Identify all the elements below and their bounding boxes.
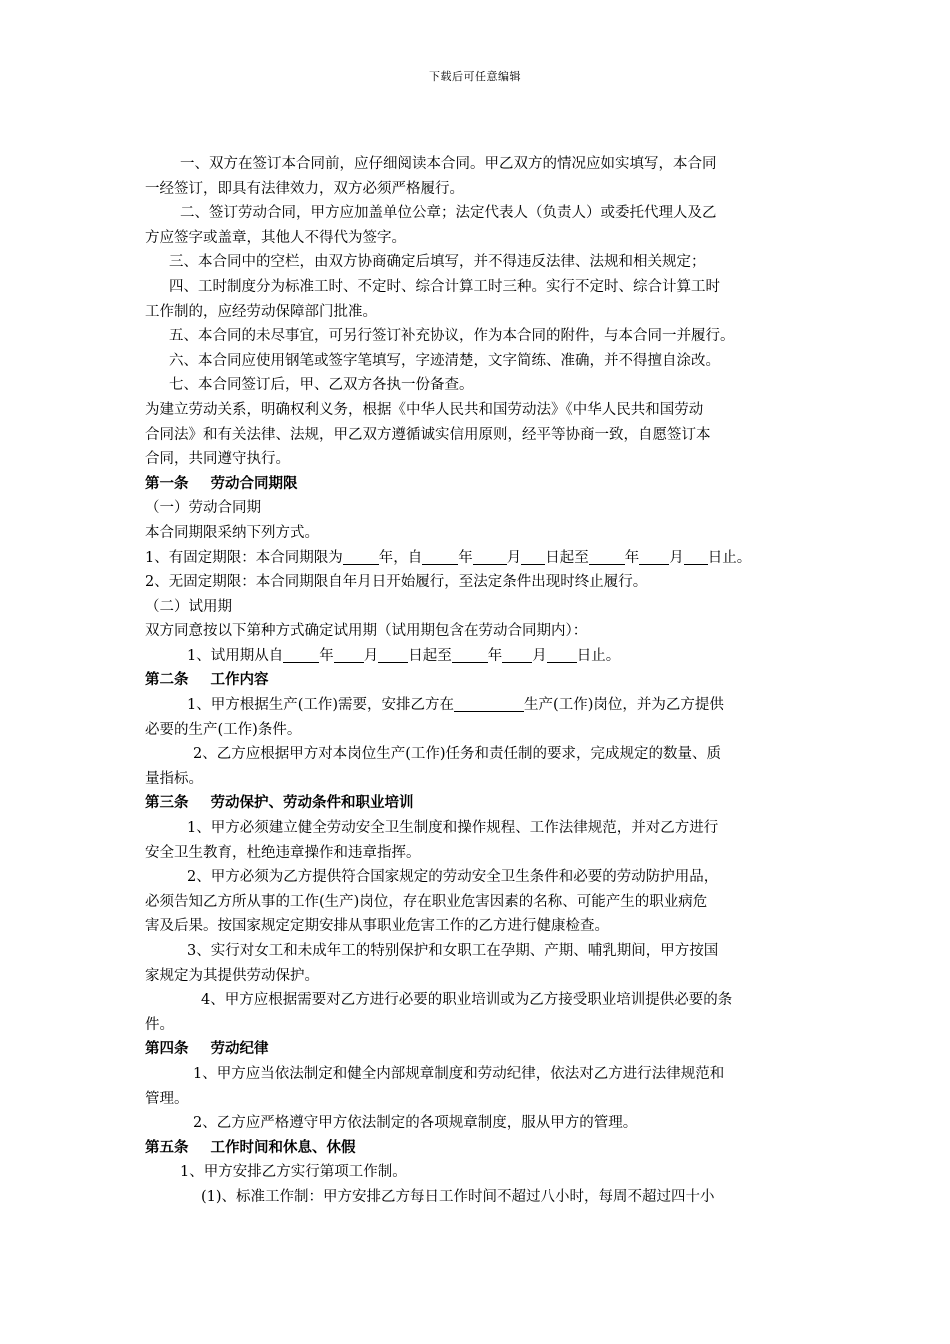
note-1-cont: 一经签订，即具有法律效力，双方必须严格履行。	[145, 180, 464, 197]
article-3-line: 1、甲方必须建立健全劳动安全卫生制度和操作规程、工作法律规范，并对乙方进行	[187, 820, 719, 837]
article-5-line: (1)、标准工作制：甲方安排乙方每日工作时间不超过八小时，每周不超过四十小	[201, 1188, 715, 1205]
blank-field[interactable]	[422, 548, 458, 565]
article-3-line: 2、甲方必须为乙方提供符合国家规定的劳动安全卫生条件和必要的劳动防护用品，	[187, 869, 719, 886]
article-3-line: 4、甲方应根据需要对乙方进行必要的职业培训或为乙方接受职业培训提供必要的条	[201, 992, 733, 1009]
article-4-line: 1、甲方应当依法制定和健全内部规章制度和劳动纪律，依法对乙方进行法律规范和	[193, 1065, 725, 1082]
article-2-heading	[145, 668, 817, 693]
article-5-line: 1、甲方安排乙方实行第项工作制。	[180, 1164, 407, 1181]
subsection-heading: （一）劳动合同期	[145, 500, 261, 517]
blank-field[interactable]	[547, 646, 577, 663]
article-1-line: 双方同意按以下第种方式确定试用期（试用期包含在劳动合同期内）：	[145, 623, 588, 640]
article-2-line: 必要的生产(工作)条件。	[145, 721, 302, 738]
blank-field[interactable]	[452, 646, 488, 663]
article-number: 第四条	[145, 1041, 189, 1058]
blank-field[interactable]	[639, 548, 669, 565]
article-3-line: 害及后果。按国家规定定期安排从事职业危害工作的乙方进行健康检查。	[145, 918, 609, 935]
contract-body	[145, 152, 817, 1210]
blank-field[interactable]	[343, 548, 379, 565]
article-number: 第一条	[145, 475, 189, 492]
note-4-cont: 工作制的，应经劳动保障部门批准。	[145, 303, 377, 320]
article-title: 工作时间和休息、休假	[210, 1139, 356, 1156]
article-3-line: 件。	[145, 1016, 174, 1033]
note-2-cont: 方应签字或盖章，其他人不得代为签字。	[145, 229, 406, 246]
blank-field[interactable]	[378, 646, 408, 663]
article-1-heading	[145, 472, 817, 497]
note-5: 五、本合同的未尽事宜，可另行签订补充协议，作为本合同的附件，与本合同一并履行。	[169, 328, 735, 345]
article-number: 第五条	[145, 1139, 189, 1156]
article-2-line: 量指标。	[145, 770, 203, 787]
article-2-line: 2、乙方应根据甲方对本岗位生产(工作)任务和责任制的要求，完成规定的数量、质	[193, 746, 722, 763]
note-7: 七、本合同签订后，甲、乙双方各执一份备查。	[169, 377, 474, 394]
preamble-line: 为建立劳动关系，明确权利义务，根据《中华人民共和国劳动法》《中华人民共和国劳动	[145, 401, 704, 418]
note-3: 三、本合同中的空栏，由双方协商确定后填写，并不得违反法律、法规和相关规定；	[169, 254, 706, 271]
article-title: 劳动保护、劳动条件和职业培训	[210, 795, 414, 812]
article-3-heading	[145, 791, 817, 816]
blank-field[interactable]	[502, 646, 532, 663]
page-header-note: 下载后可任意编辑	[429, 70, 521, 83]
article-1-line: 本合同期限采纳下列方式。	[145, 524, 319, 541]
preamble-line: 合同法》和有关法律、法规，甲乙双方遵循诚实信用原则，经平等协商一致，自愿签订本	[145, 426, 711, 443]
blank-field[interactable]	[473, 548, 507, 565]
article-title: 劳动纪律	[210, 1041, 269, 1058]
article-3-line: 家规定为其提供劳动保护。	[145, 967, 319, 984]
article-5-heading	[145, 1136, 817, 1161]
article-title: 工作内容	[210, 672, 269, 689]
blank-field[interactable]	[521, 548, 545, 565]
article-title: 劳动合同期限	[210, 475, 298, 492]
blank-field[interactable]	[589, 548, 625, 565]
note-6: 六、本合同应使用钢笔或签字笔填写，字迹清楚，文字简练、准确，并不得擅自涂改。	[169, 352, 720, 369]
article-number: 第三条	[145, 795, 189, 812]
article-3-line: 安全卫生教育，杜绝违章操作和违章指挥。	[145, 844, 421, 861]
note-2: 二、签订劳动合同，甲方应加盖单位公章；法定代表人（负责人）或委托代理人及乙	[180, 205, 717, 222]
fixed-term-line: 1、有固定期限：本合同期限为 年，自 年 月 日起至 年 月 日止。	[145, 549, 752, 566]
blank-field[interactable]	[454, 695, 524, 712]
blank-field[interactable]	[684, 548, 708, 565]
open-term-line: 2、无固定期限：本合同期限自年月日开始履行，至法定条件出现时终止履行。	[145, 574, 648, 591]
article-4-line: 管理。	[145, 1090, 189, 1107]
subsection-heading: （二）试用期	[145, 598, 232, 615]
trial-period-line: 1、试用期从自 年 月 日起至 年 月 日止。	[187, 647, 621, 664]
note-4: 四、工时制度分为标准工时、不定时、综合计算工时三种。实行不定时、综合计算工时	[169, 278, 720, 295]
preamble-line: 合同，共同遵守执行。	[145, 451, 290, 468]
article-3-line: 3、实行对女工和未成年工的特别保护和女职工在孕期、产期、哺乳期间，甲方按国	[187, 943, 719, 959]
article-number: 第二条	[145, 672, 189, 689]
article-2-line: 1、甲方根据生产(工作)需要，安排乙方在 生产(工作)岗位，并为乙方提供	[187, 697, 724, 714]
note-1: 一、双方在签订本合同前，应仔细阅读本合同。甲乙双方的情况应如实填写，本合同	[180, 156, 717, 172]
article-4-heading	[145, 1037, 817, 1062]
blank-field[interactable]	[334, 646, 364, 663]
article-3-line: 必须告知乙方所从事的工作(生产)岗位，存在职业危害因素的名称、可能产生的职业病危	[145, 893, 708, 910]
article-4-line: 2、乙方应严格遵守甲方依法制定的各项规章制度，服从甲方的管理。	[193, 1115, 638, 1132]
blank-field[interactable]	[283, 646, 319, 663]
